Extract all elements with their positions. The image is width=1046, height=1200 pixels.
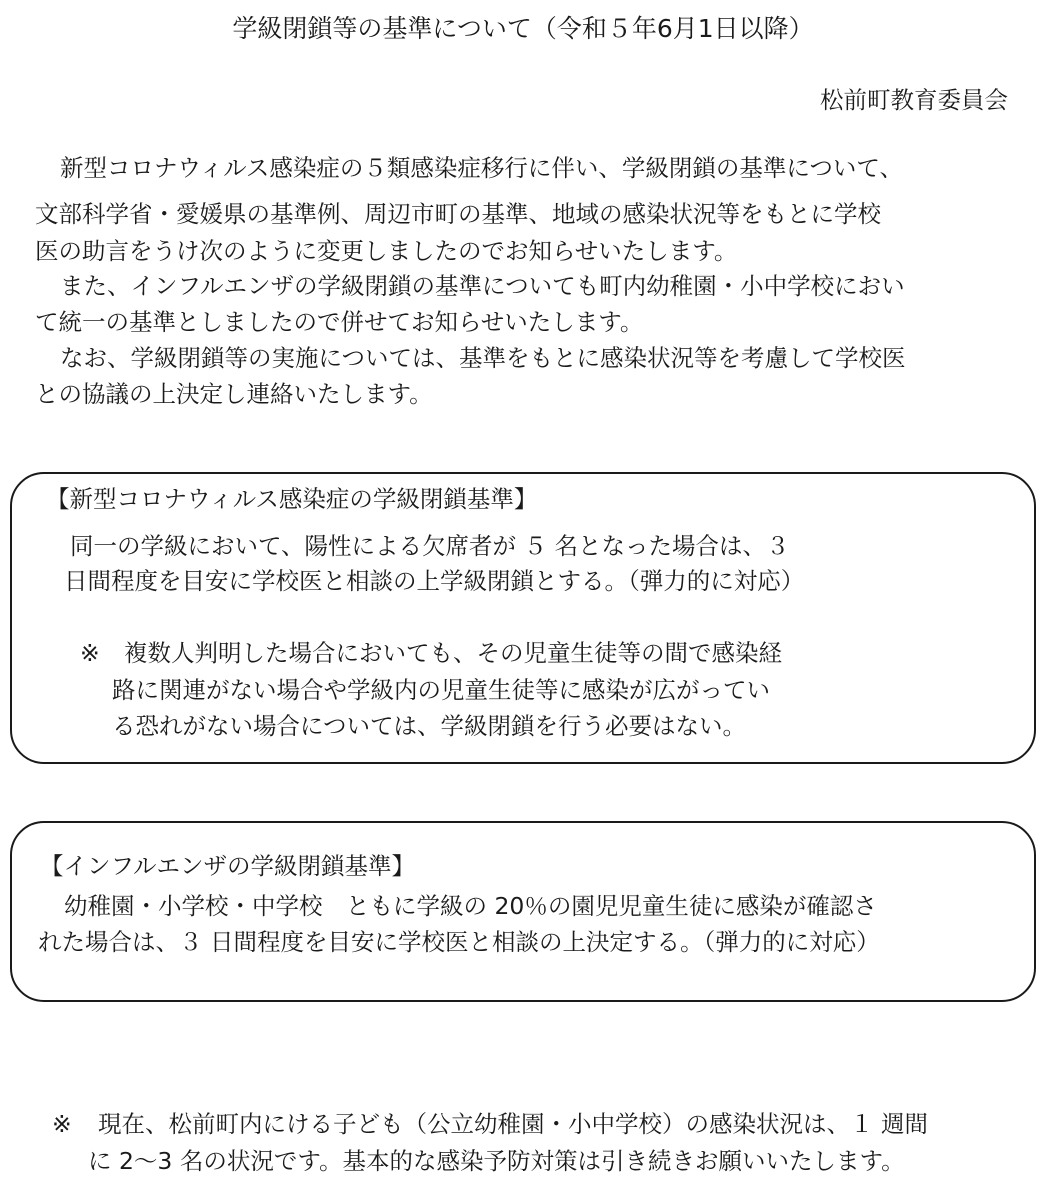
flu-box-body-line: れた場合は、３ 日間程度を目安に学校医と相談の上決定する。（弾力的に対応） [38, 928, 880, 956]
intro-line: との協議の上決定し連絡いたします。 [35, 380, 433, 408]
covid-box-body-line: 日間程度を目安に学校医と相談の上学級閉鎖とする。（弾力的に対応） [64, 567, 805, 595]
covid-note-mark: ※ [80, 639, 100, 667]
document-title: 学級閉鎖等の基準について（令和５年6月1日以降） [232, 14, 814, 43]
footnote-line: に 2～3 名の状況です。基本的な感染予防対策は引き続きお願いいたします。 [88, 1147, 905, 1175]
footnote-line: 現在、松前町内にける子ども（公立幼稚園・小中学校）の感染状況は、１ 週間 [98, 1110, 928, 1138]
covid-box-heading: 【新型コロナウィルス感染症の学級閉鎖基準】 [46, 485, 538, 513]
footnote-mark: ※ [52, 1110, 72, 1138]
covid-note-line: 路に関連がない場合や学級内の児童生徒等に感染が広がってい [112, 676, 770, 704]
flu-box-body-line: 幼稚園・小学校・中学校 ともに学級の 20％の園児児童生徒に感染が確認さ [64, 892, 877, 920]
intro-line: また、インフルエンザの学級閉鎖の基準についても町内幼稚園・小中学校におい [60, 272, 905, 300]
covid-note-line: る恐れがない場合については、学級閉鎖を行う必要はない。 [112, 712, 747, 740]
covid-note-line: 複数人判明した場合においても、その児童生徒等の間で感染経 [124, 639, 782, 667]
covid-box-body-line: 同一の学級において、陽性による欠席者が ５ 名となった場合は、３ [70, 532, 790, 560]
issuer: 松前町教育委員会 [820, 86, 1008, 114]
intro-line: 文部科学省・愛媛県の基準例、周辺市町の基準、地域の感染状況等をもとに学校 [35, 200, 881, 228]
intro-line: 医の助言をうけ次のように変更しましたのでお知らせいたします。 [35, 237, 738, 265]
intro-line: なお、学級閉鎖等の実施については、基準をもとに感染状況等を考慮して学校医 [60, 344, 906, 372]
flu-box-heading: 【インフルエンザの学級閉鎖基準】 [40, 852, 416, 880]
intro-line: て統一の基準としましたので併せてお知らせいたします。 [35, 308, 644, 336]
intro-line: 新型コロナウィルス感染症の５類感染症移行に伴い、学級閉鎖の基準について、 [60, 154, 903, 182]
